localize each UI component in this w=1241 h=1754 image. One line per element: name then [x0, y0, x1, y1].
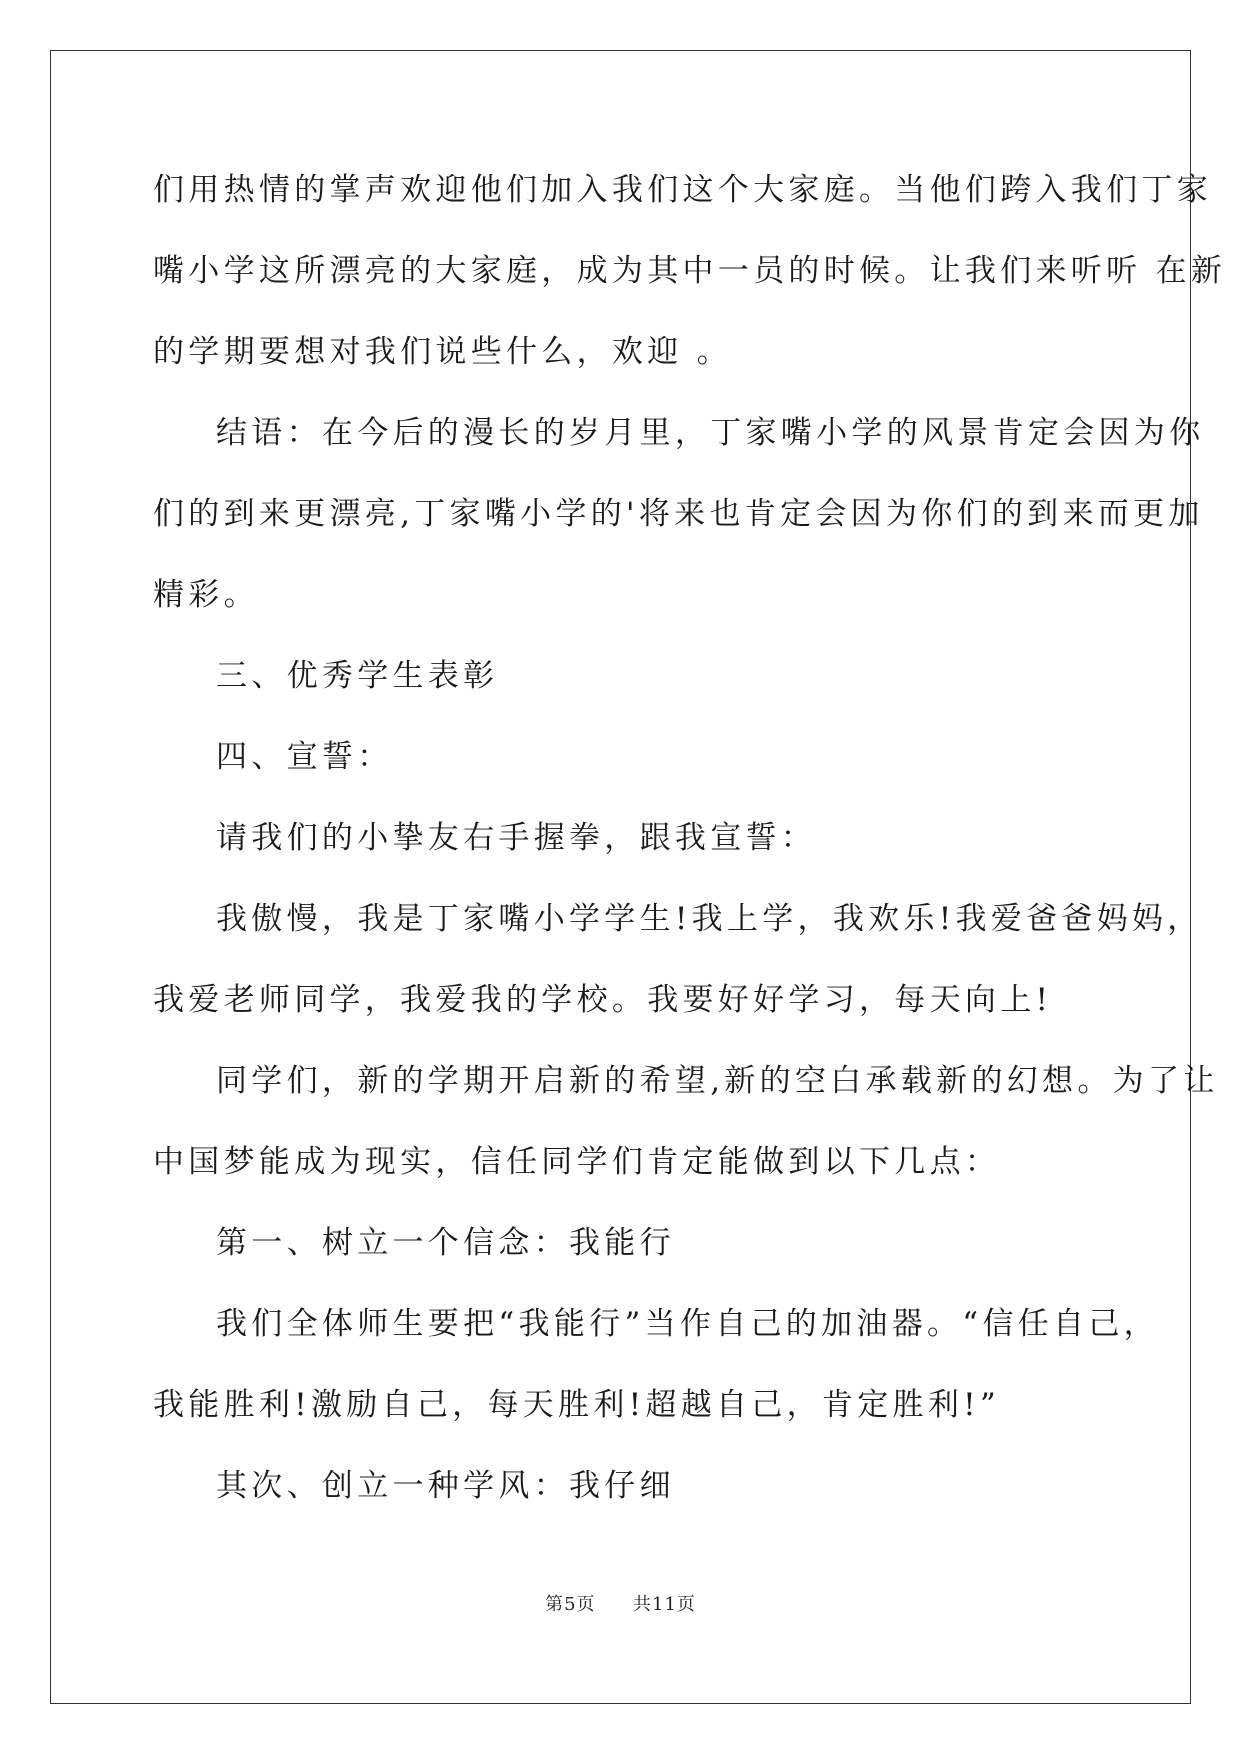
text-line-7: 三、优秀学生表彰 — [216, 658, 499, 694]
text-line-14: 第一、树立一个信念：我能行 — [216, 1225, 675, 1261]
text-line-3: 的学期要想对我们说些什么，欢迎 。 — [153, 334, 732, 370]
text-line-13: 中国梦能成为现实，信任同学们肯定能做到以下几点： — [153, 1144, 1001, 1180]
text-line-4: 结语：在今后的漫长的岁月里，丁家嘴小学的风景肯定会因为你 — [216, 415, 1205, 451]
text-line-9: 请我们的小挚友右手握拳，跟我宣誓： — [216, 820, 817, 856]
page-footer — [0, 1590, 1241, 1616]
text-line-17: 其次、创立一种学风：我仔细 — [216, 1468, 675, 1504]
page-total: 共11页 — [633, 1594, 696, 1615]
text-line-8: 四、宣誓： — [216, 739, 393, 775]
text-line-10: 我傲慢，我是丁家嘴小学学生!我上学，我欢乐!我爱爸爸妈妈， — [216, 901, 1203, 937]
text-line-5: 们的到来更漂亮,丁家嘴小学的'将来也肯定会因为你们的到来而更加 — [153, 496, 1204, 532]
page-number: 第5页 — [545, 1594, 596, 1615]
text-line-16: 我能胜利!激励自己，每天胜利!超越自己，肯定胜利!” — [153, 1387, 1001, 1423]
text-line-12: 同学们，新的学期开启新的希望,新的空白承载新的幻想。为了让 — [216, 1063, 1219, 1099]
text-line-11: 我爱老师同学，我爱我的学校。我要好好学习，每天向上! — [153, 982, 1053, 1018]
text-line-2: 嘴小学这所漂亮的大家庭，成为其中一员的时候。让我们来听听 在新 — [153, 253, 1227, 289]
text-line-15: 我们全体师生要把“我能行”当作自己的加油器。“信任自己， — [216, 1306, 1159, 1342]
text-line-1: 们用热情的掌声欢迎他们加入我们这个大家庭。当他们跨入我们丁家 — [153, 172, 1212, 208]
text-line-6: 精彩。 — [153, 577, 259, 613]
document-body — [153, 150, 1227, 1527]
